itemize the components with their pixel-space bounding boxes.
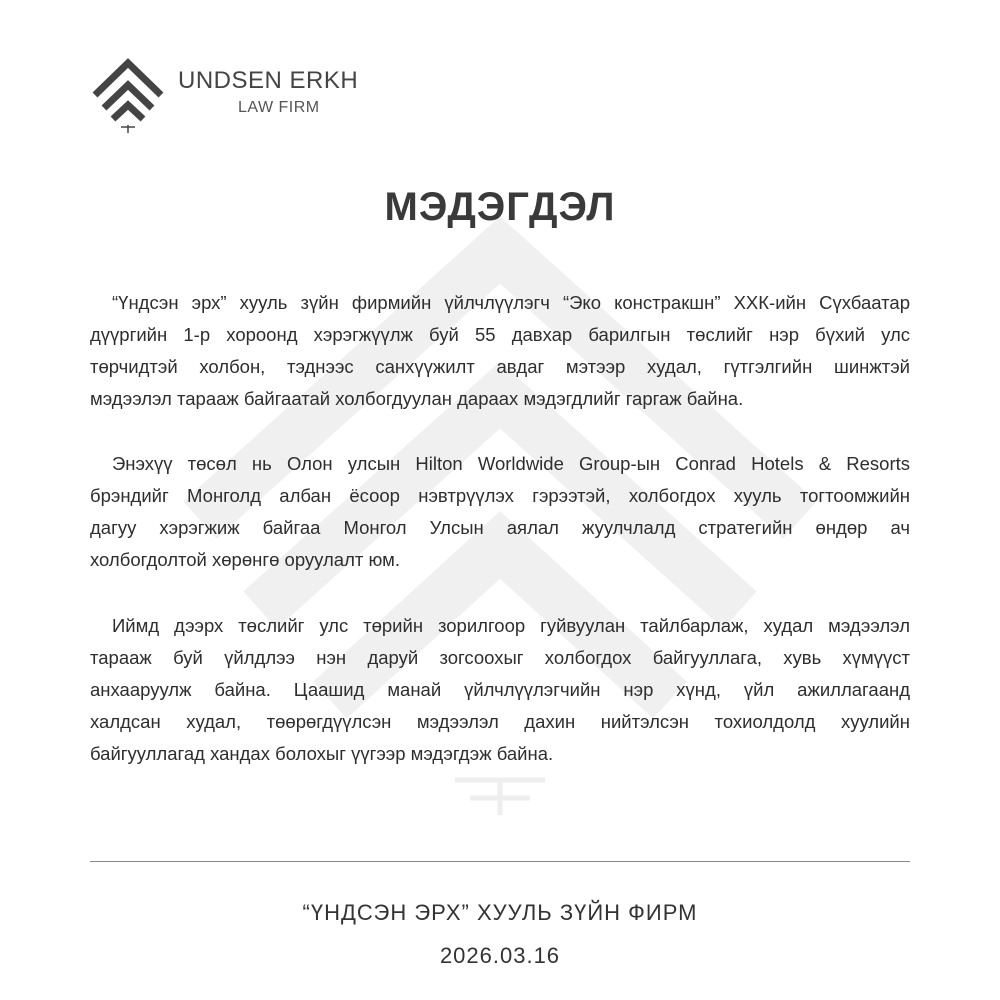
text-line: тарааж буй үйлдлээ нэн даруй зогсоохыг холбогдох байгууллага, хувь хүмүүст [90, 647, 910, 668]
logo-subtitle: LAW FIRM [238, 99, 320, 116]
firm-logo [90, 55, 390, 135]
text-line: “Үндсэн эрх” хууль зүйн фирмийн үйлчлүүлэгч “Эко констракшн” ХХК-ийн Сүхбаатар [112, 292, 910, 313]
text-line: анхааруулж байна. Цаашид манай үйлчлүүлэгчийн нэр хүнд, үйл ажиллагаанд [90, 679, 910, 700]
text-line: брэндийг Монголд албан ёсоор нэвтрүүлэх гэрээтэй, холбогдох хууль тогтоомжийн [90, 485, 910, 506]
text-line: байгууллагад хандах болохыг үүгээр мэдэгдэж байна. [90, 743, 554, 764]
text-line: дагуу хэрэгжиж байгаа Монгол Улсын аялал жуулчлалд стратегийн өндөр ач [90, 517, 910, 538]
paragraph-2 [90, 448, 910, 576]
signature: “ҮНДСЭН ЭРХ” ХУУЛЬ ЗҮЙН ФИРМ [302, 900, 698, 925]
text-line: холбогдолтой хөрөнгө оруулалт юм. [90, 549, 401, 570]
logo-name: UNDSEN ERKH [178, 67, 359, 94]
chevron-logo-icon [90, 55, 170, 135]
paragraph-1 [90, 287, 910, 415]
text-line: Иймд дээрх төслийг улс төрийн зорилгоор гуйвуулан тайлбарлаж, худал мэдээлэл [112, 615, 910, 636]
divider [90, 861, 910, 862]
page-title: МЭДЭГДЭЛ [384, 185, 616, 229]
text-line: халдсан худал, төөрөгдүүлсэн мэдээлэл дахин нийтэлсэн тохиолдолд хуулийн [90, 711, 910, 732]
paragraph-3 [90, 610, 910, 770]
text-line: Энэхүү төсөл нь Олон улсын Hilton Worldwide Group-ын Conrad Hotels & Resorts [112, 453, 910, 474]
date: 2026.03.16 [439, 943, 561, 968]
text-line: мэдээлэл тарааж байгаатай холбогдуулан дараах мэдэгдлийг гаргаж байна. [90, 388, 744, 409]
text-line: төрчидтэй холбон, тэднээс санхүүжилт авдаг мэтээр худал, гүтгэлгийн шинжтэй [90, 356, 910, 377]
text-line: дүүргийн 1-р хороонд хэрэгжүүлж буй 55 давхар барилгын төслийг нэр бүхий улс [90, 324, 910, 345]
